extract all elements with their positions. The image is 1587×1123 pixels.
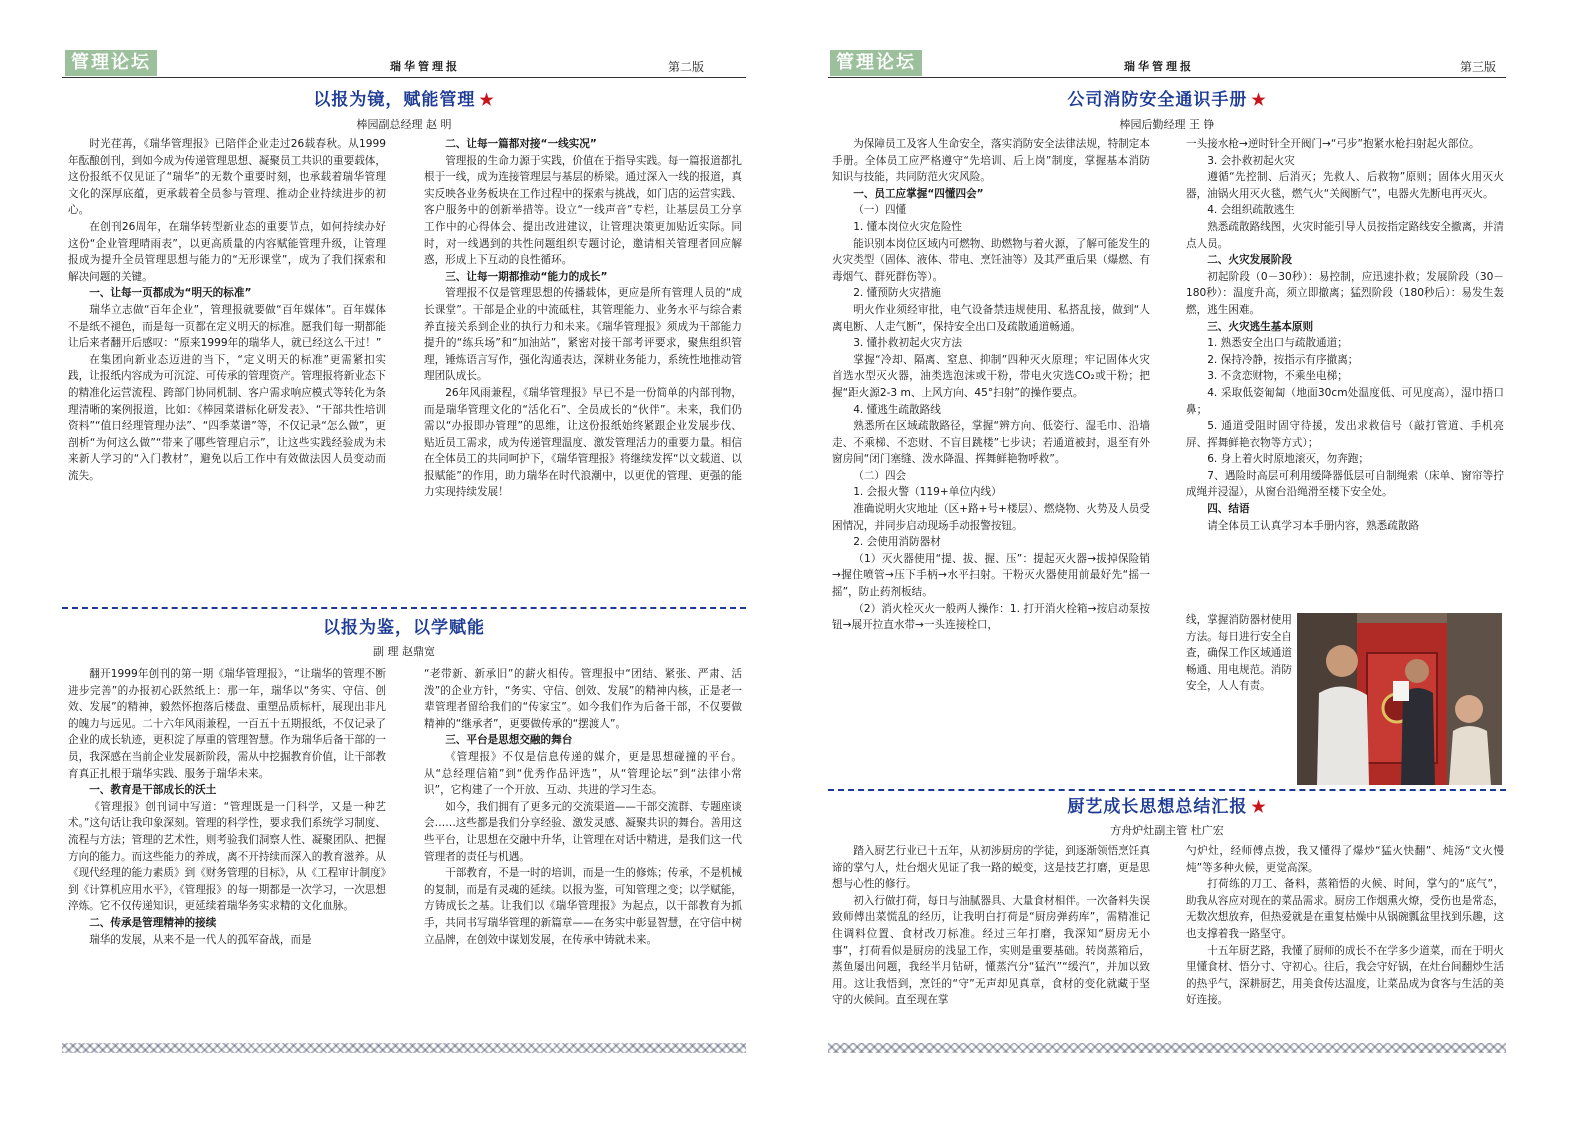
column-badge: 管理论坛 [65, 50, 157, 76]
footer-ornament [62, 1043, 746, 1053]
article-byline: 方舟炉灶副主管 杜广宏 [1110, 824, 1224, 837]
paragraph: 掌握“冷却、隔离、窒息、抑制”四种灭火原理；牢记固体火灾首选水型灭火器，油类选泡沫或干粉，带电火灾选CO₂或干粉；把握“距火源2-3 m、上风方向、45°扫射”的操作要点。 [832, 353, 1150, 399]
paragraph: （2）消火栓灭火一般两人操作：1. 打开消火栓箱→按启动泵按钮→展开拉直水带→一头连接栓口， [832, 602, 1150, 632]
header-rule [62, 77, 746, 78]
section-heading: 三、平台是思想交融的舞台 [445, 734, 573, 747]
star-icon: ★ [1251, 90, 1267, 109]
footer-ornament [828, 1043, 1506, 1053]
paragraph: 2. 懂预防火灾措施 [853, 287, 941, 300]
edition-number: 第三版 [1460, 60, 1497, 74]
paragraph: 准确说明火灾地址（区+路+号+楼层）、燃烧物、火势及人员受困情况，并同步启动现场手动报警按钮。 [832, 503, 1150, 532]
paragraph: 1. 懂本岗位火灾危险性 [853, 220, 963, 233]
paragraph: 4. 懂逃生疏散路线 [853, 403, 941, 416]
conclusion-narrow-column: 线，掌握消防器材使用方法。每日进行安全自查，确保工作区域通道畅通、用电规范。消防安全，人人有责。 [1186, 614, 1292, 693]
paragraph: 初入行做打荷，每日与油腻器具、大量食材相伴。一次备料失误致师傅出菜慌乱的经历，让我明白打荷是“厨房弹药库”，需精准记住调料位置、食材改刀标准。经过三年打磨，我深知“厨房无小事”，打荷看似是厨房的浅显工作，实则是重要基础。转岗蒸箱后，蒸鱼屡出问题，我经半月钻研，懂蒸汽分“猛汽”“缓汽”，并加以致用。这让我悟到，烹饪的“守”无声却见真章，食材的变化就藏于坚守的火候间。直至现在掌 [832, 894, 1150, 1007]
photo-illustration [1297, 613, 1502, 785]
article-column-left [68, 136, 386, 592]
paragraph: 明火作业须经审批，电气设备禁违规使用、私搭乱接，做到“人离电断、人走气断”，保持安全出口及疏散通道畅通。 [832, 303, 1150, 333]
paragraph: 如今，我们拥有了更多元的交流渠道——干部交流群、专题座谈会……这些都是我们分享经验、激发灵感、凝聚共识的舞台。善用这些平台，让思想在交融中升华，让管理在对话中精进，是我们这一代管理者的责任与机遇。 [424, 800, 742, 863]
paragraph: 瑞华的发展，从来不是一代人的孤军奋战，而是 [89, 933, 312, 946]
section-heading: 三、火灾逃生基本原则 [1207, 320, 1314, 333]
paragraph: 3. 懂扑救初起火灾方法 [853, 337, 963, 350]
paragraph: 在创刊26周年，在瑞华转型新业态的重要节点，如何持续办好这份“企业管理晴雨表”，以更高质量的内容赋能管理升级，让管理报成为提升全员管理思想与能力的“无形课堂”，成为了我们探索和解决问题的关键。 [68, 220, 386, 283]
article-column-left [832, 136, 1150, 780]
article-byline: 棒园后勤经理 王 铮 [1119, 118, 1215, 131]
article-title: 以报为鉴，以学赋能 [323, 618, 485, 638]
paragraph: 干部教育，不是一时的培训，而是一生的修炼；传承，不是机械的复制，而是有灵魂的延续。以报为鉴，可知管理之变；以学赋能，方铸成长之基。让我们以《瑞华管理报》为起点，以干部教育为抓手，共同书写瑞华管理的新篇章——在务实中彰显智慧，在守信中树立品牌，在创效中谋划发展，在传承中铸就未来。 [424, 867, 742, 946]
paragraph: 瑞华立志做“百年企业”，管理报就要做“百年媒体”。百年媒体不是纸不褪色，而是每一页都在定义明天的标准。愿我们每一期都能让后来者翻开后感叹：“原来1999年的瑞华人，就已经这么干过！” [68, 303, 386, 350]
paragraph: 4. 会组织疏散逃生 [1207, 204, 1295, 217]
paragraph: “老带新、新承旧”的薪火相传。管理报中“团结、紧张、严肃、活泼”的企业方针，“务实、守信、创效、发展”的精神内核，正是老一辈管理者留给我们的“传家宝”。如今我们作为后备干部，不仅要做精神的“继承者”，更要做传承的“摆渡人”。 [424, 668, 742, 730]
article-column-right [424, 136, 742, 606]
masthead: 瑞华管理报 [1124, 60, 1194, 73]
paragraph: 7、遇险时高层可利用缓降器低层可自制绳索（床单、窗帘等拧成绳并浸湿），从窗台沿绳滑至楼下安全处。 [1186, 469, 1504, 499]
paragraph: 2. 保持冷静，按指示有序撤离； [1207, 353, 1359, 366]
article-column-left [832, 843, 1150, 1033]
paragraph: 管理报的生命力源于实践，价值在于指导实践。每一篇报道都扎根于一线，成为连接管理层与基层的桥梁。通过深入一线的报道，真实反映各业务板块在工作过程中的探索与挑战，如门店的运营实践、客户服务中的创新举措等。设立“一线声音”专栏，让基层员工分享工作中的心得体会、提出改进建议，让管理决策更加贴近实际。同时，对一线遇到的共性问题组织专题讨论，邀请相关管理者回应解惑，形成上下互动的良性循环。 [424, 154, 742, 267]
paragraph: 在集团向新业态迈进的当下，“定义明天的标准”更需紧扣实践，让报纸内容成为可沉淀、可传承的管理资产。管理报将新业态下的精准化运营流程、跨部门协同机制、客户需求响应模式等转化为条理清晰的案例报道，比如：《棒园菜谱标化研发表》、“干部共性培训资料”“值日经理管理办法”、“四季菜谱”等，不仅记录“怎么做”，更剖析“为何这么做”“带来了哪些管理启示”，让这些实践经验成为未来新人学习的“入门教材”，避免以后工作中有效做法因人员变动而流失。 [68, 353, 386, 482]
paragraph: 3. 不贪恋财物，不乘坐电梯； [1207, 370, 1348, 383]
star-icon: ★ [479, 90, 495, 109]
column-badge: 管理论坛 [830, 50, 922, 76]
section-divider [828, 789, 1506, 791]
star-icon: ★ [1251, 797, 1267, 816]
paragraph: 为保障员工及客人生命安全，落实消防安全法律法规，特制定本手册。全体员工应严格遵守“先培训、后上岗”制度，掌握基本消防知识与技能，共同防范火灾风险。 [832, 138, 1150, 184]
section-heading: 四、结语 [1207, 503, 1250, 516]
article-title: 厨艺成长思想总结汇报 ★ [1067, 797, 1267, 817]
section-heading: 二、让每一篇都对接“一线实况” [445, 138, 597, 150]
section-heading: 三、让每一期都推动“能力的成长” [445, 270, 608, 283]
header-rule [828, 77, 1506, 78]
paragraph: 《管理报》不仅是信息传递的媒介，更是思想碰撞的平台。从“总经理信箱”到“优秀作品评选”，从“管理论坛”到“法律小常识”，它构建了一个开放、互动、共进的学习生态。 [424, 750, 742, 797]
edition-number: 第二版 [668, 60, 705, 74]
paragraph: 遵循“先控制、后消灭；先救人、后救物”原则；固体火用灭火器，油锅火用灭火毯，燃气火“关阀断气”，电器火先断电再灭火。 [1186, 171, 1504, 200]
paragraph: 《管理报》创刊词中写道：“管理既是一门科学，又是一种艺术。”这句话让我印象深刻。管理的科学性，要求我们系统学习制度、流程与方法；管理的艺术性，则考验我们洞察人性、凝聚团队、把握方向的能力。而这些能力的养成，离不开持续而深入的教育滋养。从《现代经理的能力素质》到《财务管理的目标》，从《工程审计制度》到《计算机应用水平》，《管理报》的每一期都是一次学习，一次思想淬炼。它不仅传递知识，更延续着瑞华务实求精的文化血脉。 [68, 800, 386, 913]
paragraph: 一头接水枪→逆时针全开阀门→“弓步”抱紧水枪扫射起火部位。 [1186, 138, 1480, 150]
paragraph: 勺炉灶，经师傅点拨，我又懂得了爆炒“猛火快翻”、炖汤“文火慢炖”等多种火候，更觉高深。 [1186, 845, 1504, 874]
section-heading: 二、传承是管理精神的接续 [89, 916, 217, 929]
paragraph: 能识别本岗位区域内可燃物、助燃物与着火源，了解可能发生的火灾类型（固体、液体、带电、烹饪油等）及其严重后果（爆燃、有毒烟气、群死群伤等）。 [832, 237, 1150, 283]
article-title: 公司消防安全通识手册 ★ [1067, 90, 1267, 110]
paragraph: 3. 会扑救初起火灾 [1207, 154, 1295, 167]
section-heading: 一、让每一页都成为“明天的标准” [89, 287, 252, 300]
paragraph: 6. 身上着火时原地滚灭，勿奔跑； [1207, 453, 1369, 466]
paragraph: 踏入厨艺行业已十五年，从初涉厨房的学徒，到逐渐领悟烹饪真谛的掌勺人，灶台烟火见证了我一路的蜕变，这是技艺打磨，更是思想与心性的修行。 [832, 845, 1150, 891]
section-heading: 二、火灾发展阶段 [1207, 254, 1292, 267]
paragraph: 1. 会报火警（119+单位内线） [853, 486, 1002, 499]
section-divider [62, 607, 746, 609]
paragraph: 26年风雨兼程，《瑞华管理报》早已不是一份简单的内部刊物，而是瑞华管理文化的“活化石”、全员成长的“伙伴”。未来，我们仍需以“办报即办管理”的思维，让这份报纸始终紧跟企业发展步伐、贴近员工需求，成为传递管理温度、激发管理活力的重要力量。相信在全体员工的共同呵护下，《瑞华管理报》将继续发挥“以文载道、以报赋能”的作用，助力瑞华在时代浪潮中，以更优的管理、更强的能力实现持续发展！ [424, 386, 742, 499]
paragraph: 十五年厨艺路，我懂了厨师的成长不在学多少道菜，而在于明火里懂食材、悟分寸、守初心。往后，我会守好锅，在灶台间翻炒生活的热乎气，深耕厨艺，用美食传达温度，让菜品成为食客与生活的美好连接。 [1186, 944, 1504, 1007]
section-heading: 一、员工应掌握“四懂四会” [853, 187, 984, 200]
article-byline: 棒园副总经理 赵 明 [356, 118, 452, 131]
paragraph: 2. 会使用消防器材 [853, 536, 941, 549]
paragraph: 熟悉所在区域疏散路径，掌握“辨方向、低姿行、湿毛巾、沿墙走、不乘梯、不恋财、不盲目跳楼”七步诀；若通道被封，退至有外窗房间“闭门塞缝、泼水降温、挥舞鲜艳物呼救”。 [832, 420, 1150, 466]
masthead: 瑞华管理报 [390, 60, 460, 73]
paragraph: 时光荏苒，《瑞华管理报》已陪伴企业走过26载春秋。从1999年酝酿创刊，到如今成为传递管理思想、凝聚员工共识的重要载体，这份报纸不仅见证了“瑞华”的无数个重要时刻，也承载着瑞华管理文化的深厚底蕴，更承载着全员参与管理、推动企业持续进步的初心。 [68, 138, 386, 217]
paragraph: 管理报不仅是管理思想的传播载体，更应是所有管理人员的“成长课堂”。干部是企业的中流砥柱，其管理能力、业务水平与综合素养直接关系到企业的执行力和未来。《瑞华管理报》须成为干部能力提升的“练兵场”和“加油站”，紧密对接干部考评要求，聚焦组织管理，锤炼语言写作，强化沟通表达，深耕业务能力，系统性地推动管理团队成长。 [424, 287, 742, 383]
fire-inspection-photo [1297, 613, 1502, 785]
paragraph: 4. 采取低姿匍匐（地面30cm处温度低、可见度高），湿巾捂口鼻； [1186, 386, 1504, 416]
paragraph: 1. 熟悉安全出口与疏散通道； [1207, 337, 1348, 350]
article-column-right [1186, 843, 1504, 1033]
article-column-left [68, 666, 386, 1036]
paragraph: （1）灭火器使用“提、拔、握、压”：提起灭火器→拔掉保险销→握住喷管→压下手柄→水平扫射。干粉灭火器使用前最好先“摇一摇”，防止药剂板结。 [832, 552, 1150, 599]
paragraph: 翻开1999年创刊的第一期《瑞华管理报》，“让瑞华的管理不断进步完善”的办报初心跃然纸上：那一年，瑞华以“务实、守信、创效、发展”的精神，毅然怀抱落后楼盘、重塑品质标杆，展现出非凡的魄力与远见。二十六年风雨兼程，一百五十五期报纸，不仅记录了企业的成长轨迹，更积淀了厚重的管理智慧。作为瑞华后备干部的一员，我深感在当前企业发展新阶段，需从中挖掘教育价值，让干部教育真正扎根于瑞华实践、服务于瑞华未来。 [68, 668, 386, 780]
article-title: 以报为镜，赋能管理 ★ [313, 90, 495, 110]
page-two [0, 0, 793, 1123]
paragraph: 初起阶段（0－30秒）：易控制，应迅速扑救；发展阶段（30－180秒）：温度升高，须立即撤离；猛烈阶段（180秒后）：易发生轰燃，逃生困难。 [1186, 270, 1504, 316]
article-byline: 副 理 赵鼎宽 [373, 645, 435, 658]
paragraph: （一）四懂 [853, 204, 907, 217]
paragraph: 打荷练的刀工、备料，蒸箱悟的火候、时间，掌勺的“底气”，助我从容应对现在的菜品需求。厨房工作烟熏火燎，受伤也是常态，无数次想放弃，但热爱就是在重复枯燥中从锅碗瓢盆里找到乐趣，这也支撑着我一路坚守。 [1186, 878, 1504, 940]
article-column-right [424, 666, 742, 1036]
section-heading: 一、教育是干部成长的沃土 [89, 784, 217, 797]
paragraph: （二）四会 [853, 469, 907, 482]
paragraph: 熟悉疏散路线图，火灾时能引导人员按指定路线安全撤离，并清点人员。 [1186, 220, 1504, 250]
article-column-right [1186, 136, 1504, 608]
page-three [794, 0, 1587, 1123]
paragraph: 请全体员工认真学习本手册内容，熟悉疏散路 [1207, 519, 1420, 532]
paragraph: 5. 通道受阻时固守待援，发出求救信号（敲打管道、手机亮屏、挥舞鲜艳衣物等方式）； [1186, 420, 1504, 449]
